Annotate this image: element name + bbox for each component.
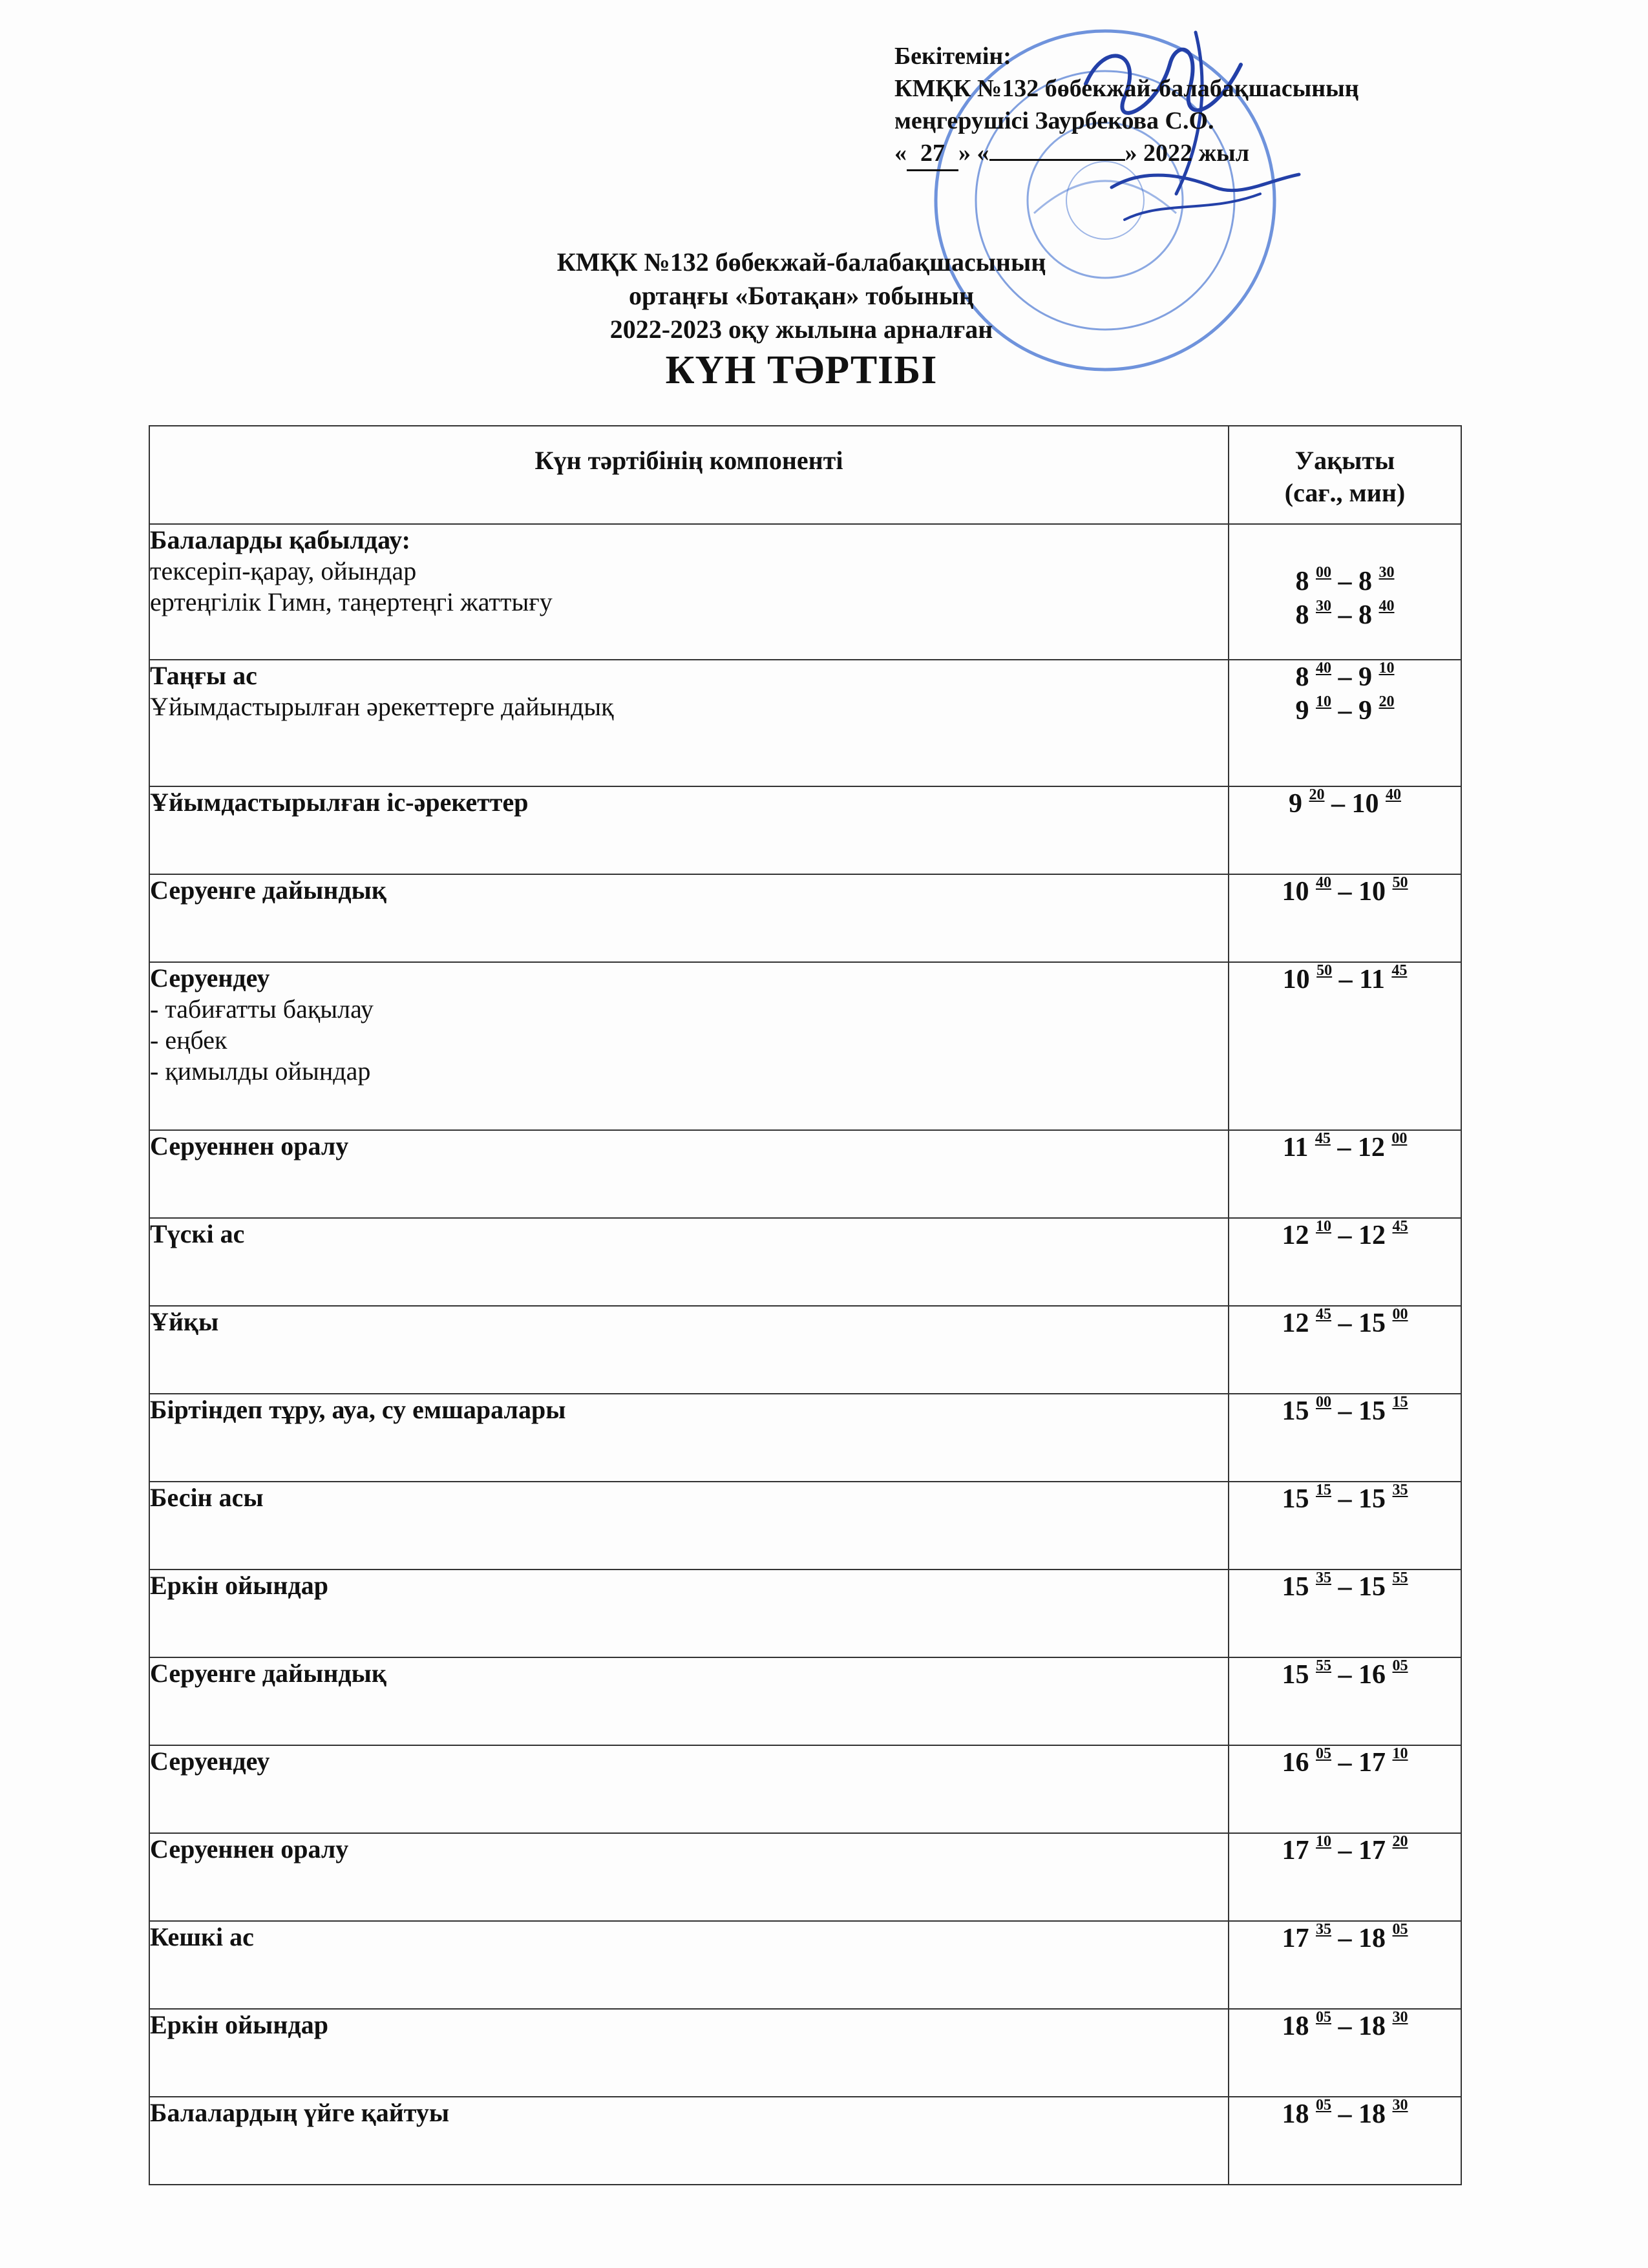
table-row (149, 1745, 1461, 1833)
activity-cell (149, 2097, 1229, 2185)
activity-title: Серуендеу (150, 963, 270, 992)
activity-cell (149, 1394, 1229, 1482)
time-range: 8 $^{40}$ – 9 $^{10}$ (1295, 660, 1395, 692)
time-range: 15 $^{00}$ – 15 $^{15}$ (1282, 1394, 1408, 1426)
table-row (149, 962, 1461, 1130)
time-cell (1229, 1657, 1461, 1745)
table-header-row (149, 426, 1461, 524)
activity-title: Еркін ойындар (150, 2010, 328, 2039)
time-range: 16 $^{05}$ – 17 $^{10}$ (1282, 1745, 1408, 1778)
date-mid-quote: » « (958, 140, 989, 167)
time-cell (1229, 1394, 1461, 1482)
activity-cell (149, 524, 1229, 660)
activity-title: Серуенге дайындық (150, 1659, 386, 1688)
approval-heading: Бекітемін: (894, 43, 1011, 70)
table-row (149, 1218, 1461, 1306)
date-day: 27 (907, 137, 958, 171)
activity-title: Серуендеу (150, 1747, 270, 1776)
time-range: 10 $^{40}$ – 10 $^{50}$ (1282, 874, 1408, 907)
header-time-label: Уақыты (1294, 446, 1395, 475)
table-row (149, 660, 1461, 786)
activity-subitem: Ұйымдастырылған әрекеттерге дайындық (150, 692, 614, 721)
activity-cell (149, 1130, 1229, 1218)
activity-cell (149, 1218, 1229, 1306)
activity-cell (149, 1482, 1229, 1570)
schedule-table (149, 425, 1462, 2185)
time-range: 18 $^{05}$ – 18 $^{30}$ (1282, 2097, 1408, 2129)
table-row (149, 1833, 1461, 1921)
activity-cell (149, 1570, 1229, 1657)
activity-cell (149, 1921, 1229, 2009)
activity-title: Балаларды қабылдау: (150, 525, 410, 554)
time-range: 12 $^{10}$ – 12 $^{45}$ (1282, 1218, 1408, 1250)
table-row (149, 1921, 1461, 2009)
activity-cell (149, 786, 1229, 874)
time-cell (1229, 962, 1461, 1130)
activity-subitem: - қимылды ойындар (150, 1056, 371, 1086)
activity-subitem: ертеңгілік Гимн, таңертеңгі жаттығу (150, 587, 553, 616)
activity-title: Еркін ойындар (150, 1571, 328, 1600)
time-cell (1229, 660, 1461, 786)
time-cell (1229, 1570, 1461, 1657)
time-range: 17 $^{10}$ – 17 $^{20}$ (1282, 1833, 1408, 1865)
activity-subitem: тексеріп-қарау, ойындар (150, 556, 417, 585)
activity-cell (149, 962, 1229, 1130)
activity-cell (149, 660, 1229, 786)
activity-title: Балалардың үйге қайтуы (150, 2098, 450, 2127)
header-time-unit: (сағ., мин) (1284, 478, 1406, 507)
time-cell (1229, 1482, 1461, 1570)
title-year: 2022-2023 оқу жылына арналған (609, 315, 993, 344)
time-cell (1229, 1130, 1461, 1218)
header-time (1229, 426, 1461, 524)
page-title: КҮН ТӘРТІБІ (665, 348, 938, 392)
approval-block (894, 40, 1359, 171)
time-range: 8 $^{30}$ – 8 $^{40}$ (1295, 598, 1395, 630)
time-range: 8 $^{00}$ – 8 $^{30}$ (1295, 564, 1395, 596)
table-row (149, 1306, 1461, 1394)
time-cell (1229, 1921, 1461, 2009)
activity-cell (149, 1833, 1229, 1921)
time-cell (1229, 786, 1461, 874)
activity-title: Таңғы ас (150, 661, 257, 690)
title-group: ортаңғы «Ботақан» тобының (628, 281, 975, 310)
activity-cell (149, 1745, 1229, 1833)
time-range: 12 $^{45}$ – 15 $^{00}$ (1282, 1306, 1408, 1338)
activity-subitem: - еңбек (150, 1025, 227, 1055)
time-cell (1229, 1306, 1461, 1394)
activity-cell (149, 874, 1229, 962)
table-row (149, 874, 1461, 962)
table-row (149, 1482, 1461, 1570)
time-cell (1229, 1833, 1461, 1921)
time-cell (1229, 874, 1461, 962)
activity-title: Түскі ас (150, 1219, 245, 1248)
title-organization: КМҚК №132 бөбекжай-балабақшасының (556, 247, 1046, 277)
table-row (149, 524, 1461, 660)
approval-date (894, 137, 1359, 171)
time-range: 9 $^{10}$ – 9 $^{20}$ (1295, 693, 1395, 726)
time-range: 15 $^{35}$ – 15 $^{55}$ (1282, 1570, 1408, 1602)
time-range: 18 $^{05}$ – 18 $^{30}$ (1282, 2009, 1408, 2041)
table-row (149, 2097, 1461, 2185)
time-cell (1229, 524, 1461, 660)
approval-head-name: меңгерушісі Заурбекова С.О. (894, 107, 1214, 134)
date-month (989, 159, 1125, 161)
time-range: 15 $^{15}$ – 15 $^{35}$ (1282, 1482, 1408, 1514)
approval-organization: КМҚК №132 бөбекжай-балабақшасының (894, 75, 1359, 102)
time-range: 9 $^{20}$ – 10 $^{40}$ (1289, 786, 1401, 819)
date-open-quote: « (894, 140, 907, 167)
time-cell (1229, 2009, 1461, 2097)
table-row (149, 1130, 1461, 1218)
activity-title: Ұйқы (150, 1307, 219, 1336)
activity-title: Біртіндеп тұру, ауа, су емшаралары (150, 1395, 566, 1424)
table-row (149, 786, 1461, 874)
activity-title: Кешкі ас (150, 1922, 254, 1951)
time-range: 10 $^{50}$ – 11 $^{45}$ (1282, 962, 1408, 994)
table-row (149, 1570, 1461, 1657)
activity-title: Бесін асы (150, 1483, 264, 1512)
activity-subitem: - табиғатты бақылау (150, 994, 374, 1024)
time-range: 17 $^{35}$ – 18 $^{05}$ (1282, 1921, 1408, 1953)
time-cell (1229, 2097, 1461, 2185)
date-year: » 2022 жыл (1125, 140, 1250, 167)
table-row (149, 2009, 1461, 2097)
table-row (149, 1394, 1461, 1482)
header-component: Күн тәртібінің компоненті (149, 426, 1229, 524)
activity-cell (149, 1657, 1229, 1745)
time-cell (1229, 1218, 1461, 1306)
activity-title: Ұйымдастырылған іс-әрекеттер (150, 788, 529, 817)
time-cell (1229, 1745, 1461, 1833)
activity-title: Серуенге дайындық (150, 876, 386, 905)
activity-cell (149, 1306, 1229, 1394)
activity-title: Серуеннен оралу (150, 1834, 349, 1864)
table-row (149, 1657, 1461, 1745)
activity-cell (149, 2009, 1229, 2097)
time-range: 11 $^{45}$ – 12 $^{00}$ (1282, 1130, 1408, 1162)
document-title-block (362, 246, 1241, 393)
time-range: 15 $^{55}$ – 16 $^{05}$ (1282, 1657, 1408, 1690)
activity-title: Серуеннен оралу (150, 1131, 349, 1160)
